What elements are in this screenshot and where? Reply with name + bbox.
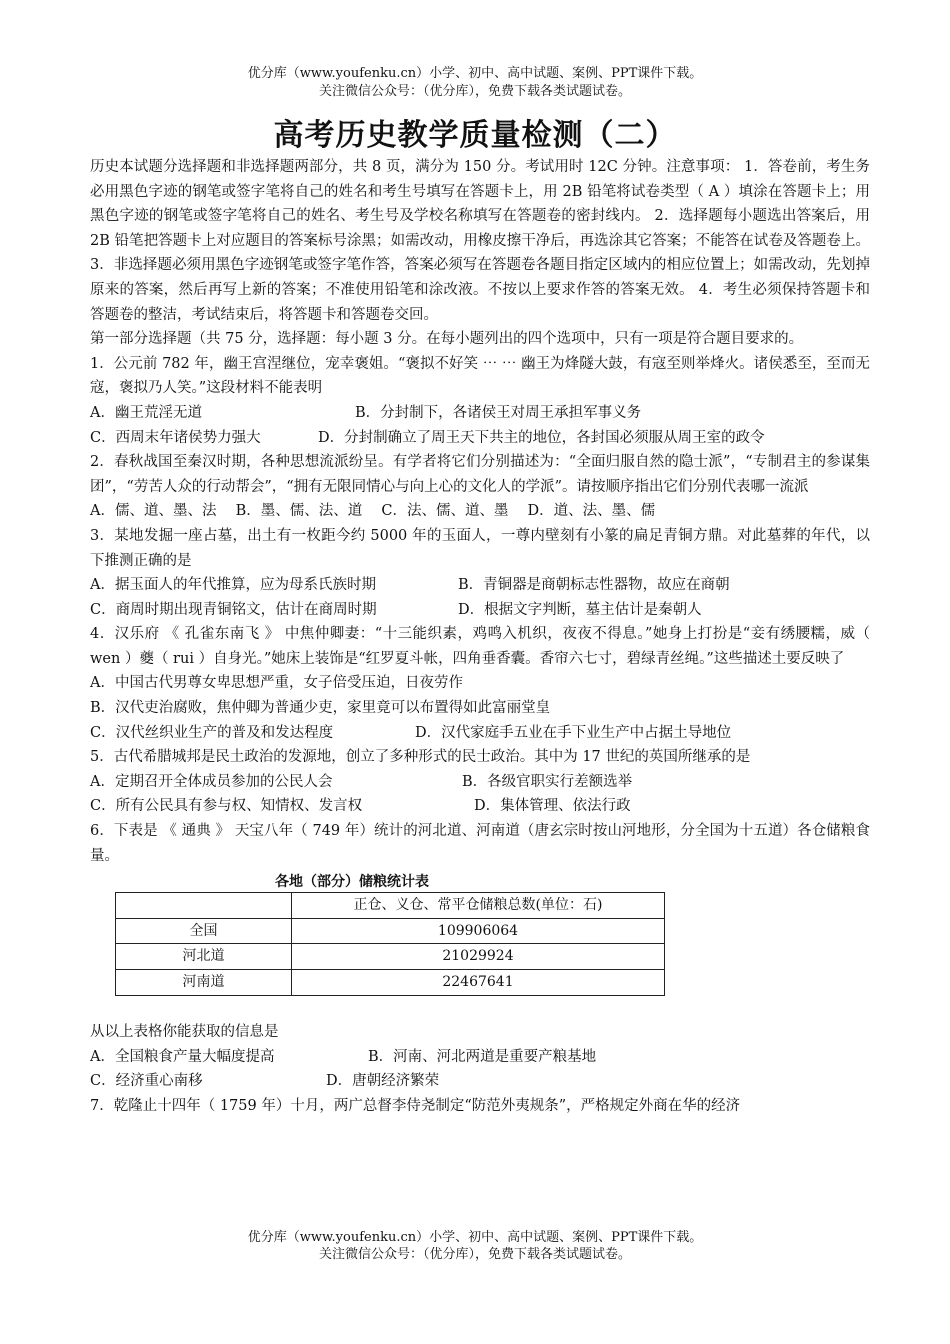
option-a: A．幽王荒淫无道: [90, 404, 202, 421]
header-line-1: 优分库（www.youfenku.cn）小学、初中、高中试题、案例、PPT课件下载。: [247, 66, 703, 81]
question-1-options-ab: [90, 401, 870, 426]
question-6-options-cd: [90, 1069, 870, 1094]
question-3-options-cd: [90, 598, 870, 623]
option-d: D．根据文字判断，墓主估计是秦朝人: [458, 601, 702, 618]
section-heading: 第一部分选择题（共 75 分，选择题：每小题 3 分。在每小题列出的四个选项中，只有一项是符合题目要求的。: [90, 331, 804, 348]
option-b: B．分封制下，各诸侯王对周王承担军事义务: [355, 404, 642, 421]
page-title: 高考历史教学质量检测（二）: [273, 118, 677, 153]
question-2-options: A．儒、道、墨、法 B．墨、儒、法、道 C．法、儒、道、墨 D．道、法、墨、儒: [90, 503, 656, 520]
question-4-stem: 4．汉乐府 《 孔雀东南飞 》 中焦仲卿妻：“十三能织素，鸡鸣入机织，夜夜不得息。”她身上打扮是“妾有绣腰糯，威（ wen ）夔（ rui ）自身光。”她床上装饰是“红罗夏斗帐，四角垂香囊。香帘六七寸，碧绿青丝绳。”这些描述土要反映了: [90, 626, 870, 667]
option-d: D．分封制确立了周王天下共主的地位，各封国必须服从周王室的政令: [318, 429, 765, 446]
table-header-row: [116, 893, 665, 919]
table-region-cell: 河南道: [116, 970, 292, 996]
option-a: A．中国古代男尊女卑思想严重，女子倍受压迫，日夜劳作: [90, 675, 463, 692]
question-5-options-ab: [90, 770, 870, 795]
option-b: B．汉代吏治腐败，焦仲卿为普通少吏，家里竟可以布置得如此富丽堂皇: [90, 700, 551, 717]
header-line-2: 关注微信公众号：（优分库），免费下载各类试题试卷。: [318, 84, 631, 99]
question-6-options-ab: [90, 1045, 870, 1070]
table-value-cell: 109906064: [292, 918, 665, 944]
table-region-cell: 河北道: [116, 944, 292, 970]
option-c: C．经济重心南移: [90, 1073, 203, 1090]
option-d: D．唐朝经济繁荣: [326, 1073, 440, 1090]
grain-storage-table: [115, 892, 665, 995]
table-row: [116, 970, 665, 996]
question-3-stem: 3．某地发掘一座占墓，出土有一枚距今约 5000 年的玉面人，一尊内壁刻有小篆的扁足青铜方鼎。对此墓葬的年代，以下推测正确的是: [90, 527, 870, 569]
instructions: 历史本试题分选择题和非选择题两部分，共 8 页，满分为 150 分。考试用时 12C 分钟。注意事项： 1．答卷前，考生务必用黑色字迹的钢笔或签字笔将自己的姓名和考生号填写在答题卡上，用 2B 铅笔将试卷类型（ A ）填涂在答题卡上；用黑色字迹的钢笔或签字笔将自己的姓名、考生号及学校名称填写在答题卷的密封线内。 2．选择题每小题选出答案后，用 2B 铅笔把答题卡上对应题目的答案标号涂黑；如需改动，用橡皮擦干净后，再选涂其它答案；不能答在试卷及答题卷上。 3．非选择题必须用黑色字迹钢笔或签字笔作答，答案必须写在答题卷各题目指定区域内的相应位置上；如需改动，先划掉原来的答案，然后再写上新的答案；不准使用铅笔和涂改液。不按以上要求作答的答案无效。 4．考生必须保持答题卡和答题卷的整洁，考试结束后，将答题卡和答题卷交回。: [90, 159, 870, 323]
option-b: B．各级官职实行差额选举: [462, 773, 633, 790]
question-7-stem: 7．乾隆止十四年（ 1759 年）十月，两广总督李侍尧制定“防范外夷规条”，严格规定外商在华的经济: [90, 1098, 741, 1114]
question-1-options-cd: [90, 426, 870, 451]
question-5-stem: 5．古代希腊城邦是民土政治的发源地，创立了多种形式的民士政治。其中为 17 世纪的英国所继承的是: [90, 749, 751, 766]
question-2-stem: 2．春秋战国至秦汉时期，各种思想流派纷呈。有学者将它们分别描述为：“全面归服自然的隐士派”，“专制君主的参谋集团”，“劳苦人众的行动帮会”，“拥有无限同情心与向上心的文化人的学派”。请按顺序指出它们分别代表哪一流派: [90, 454, 870, 495]
option-a: A．定期召开全体成员参加的公民人会: [90, 773, 333, 790]
table-row: [116, 944, 665, 970]
table-value-cell: 22467641: [292, 970, 665, 996]
exam-body: [90, 155, 870, 1119]
question-6-prompt: 从以上表格你能获取的信息是: [90, 1024, 279, 1041]
question-3-options-ab: [90, 573, 870, 598]
table-column-header: 正仓、义仓、常平仓储粮总数(单位：石): [292, 893, 665, 919]
table-corner-cell: [116, 893, 292, 919]
table-value-cell: 21029924: [292, 944, 665, 970]
option-b: B．河南、河北两道是重要产粮基地: [368, 1048, 597, 1065]
table-region-cell: 全国: [116, 918, 292, 944]
footer-line-1: 优分库（www.youfenku.cn）小学、初中、高中试题、案例、PPT课件下载。: [247, 1230, 703, 1245]
question-5-options-cd: [90, 794, 870, 819]
grain-table-figure: [90, 868, 870, 1020]
option-b: B．青铜器是商朝标志性器物，故应在商朝: [458, 577, 730, 594]
option-a: A．据玉面人的年代推算，应为母系氏族时期: [90, 577, 376, 594]
option-c: C．汉代丝织业生产的普及和发达程度: [90, 724, 334, 741]
question-4-options-cd: [90, 721, 870, 746]
question-6-stem: 6．下表是 《 通典 》 天宝八年（ 749 年）统计的河北道、河南道（唐玄宗时按山河地形，分全国为十五道）各仓储粮食量。: [90, 823, 870, 864]
table-row: [116, 918, 665, 944]
footer-line-2: 关注微信公众号：（优分库），免费下载各类试题试卷。: [318, 1247, 631, 1262]
option-c: C．所有公民具有参与权、知情权、发言权: [90, 798, 363, 815]
option-d: D．汉代家庭手五业在手下业生产中占据土导地位: [415, 724, 732, 741]
option-c: C．商周时期出现青铜铭文，估计在商周时期: [90, 601, 377, 618]
option-c: C．西周末年诸侯势力强大: [90, 429, 261, 446]
option-d: D．集体管理、依法行政: [474, 798, 631, 815]
option-a: A．全国粮食产量大幅度提高: [90, 1048, 275, 1065]
question-1-stem: 1．公元前 782 年，幽王宫涅继位，宠幸褒姐。“褒拟不好笑 ⋯ ⋯ 幽王为烽隧大鼓，有寇至则举烽火。诸侯悉至，至而无寇，褒拟乃人笑。”这段材料不能表明: [90, 355, 870, 397]
table-title: 各地（部分）储粮统计表: [275, 874, 429, 891]
